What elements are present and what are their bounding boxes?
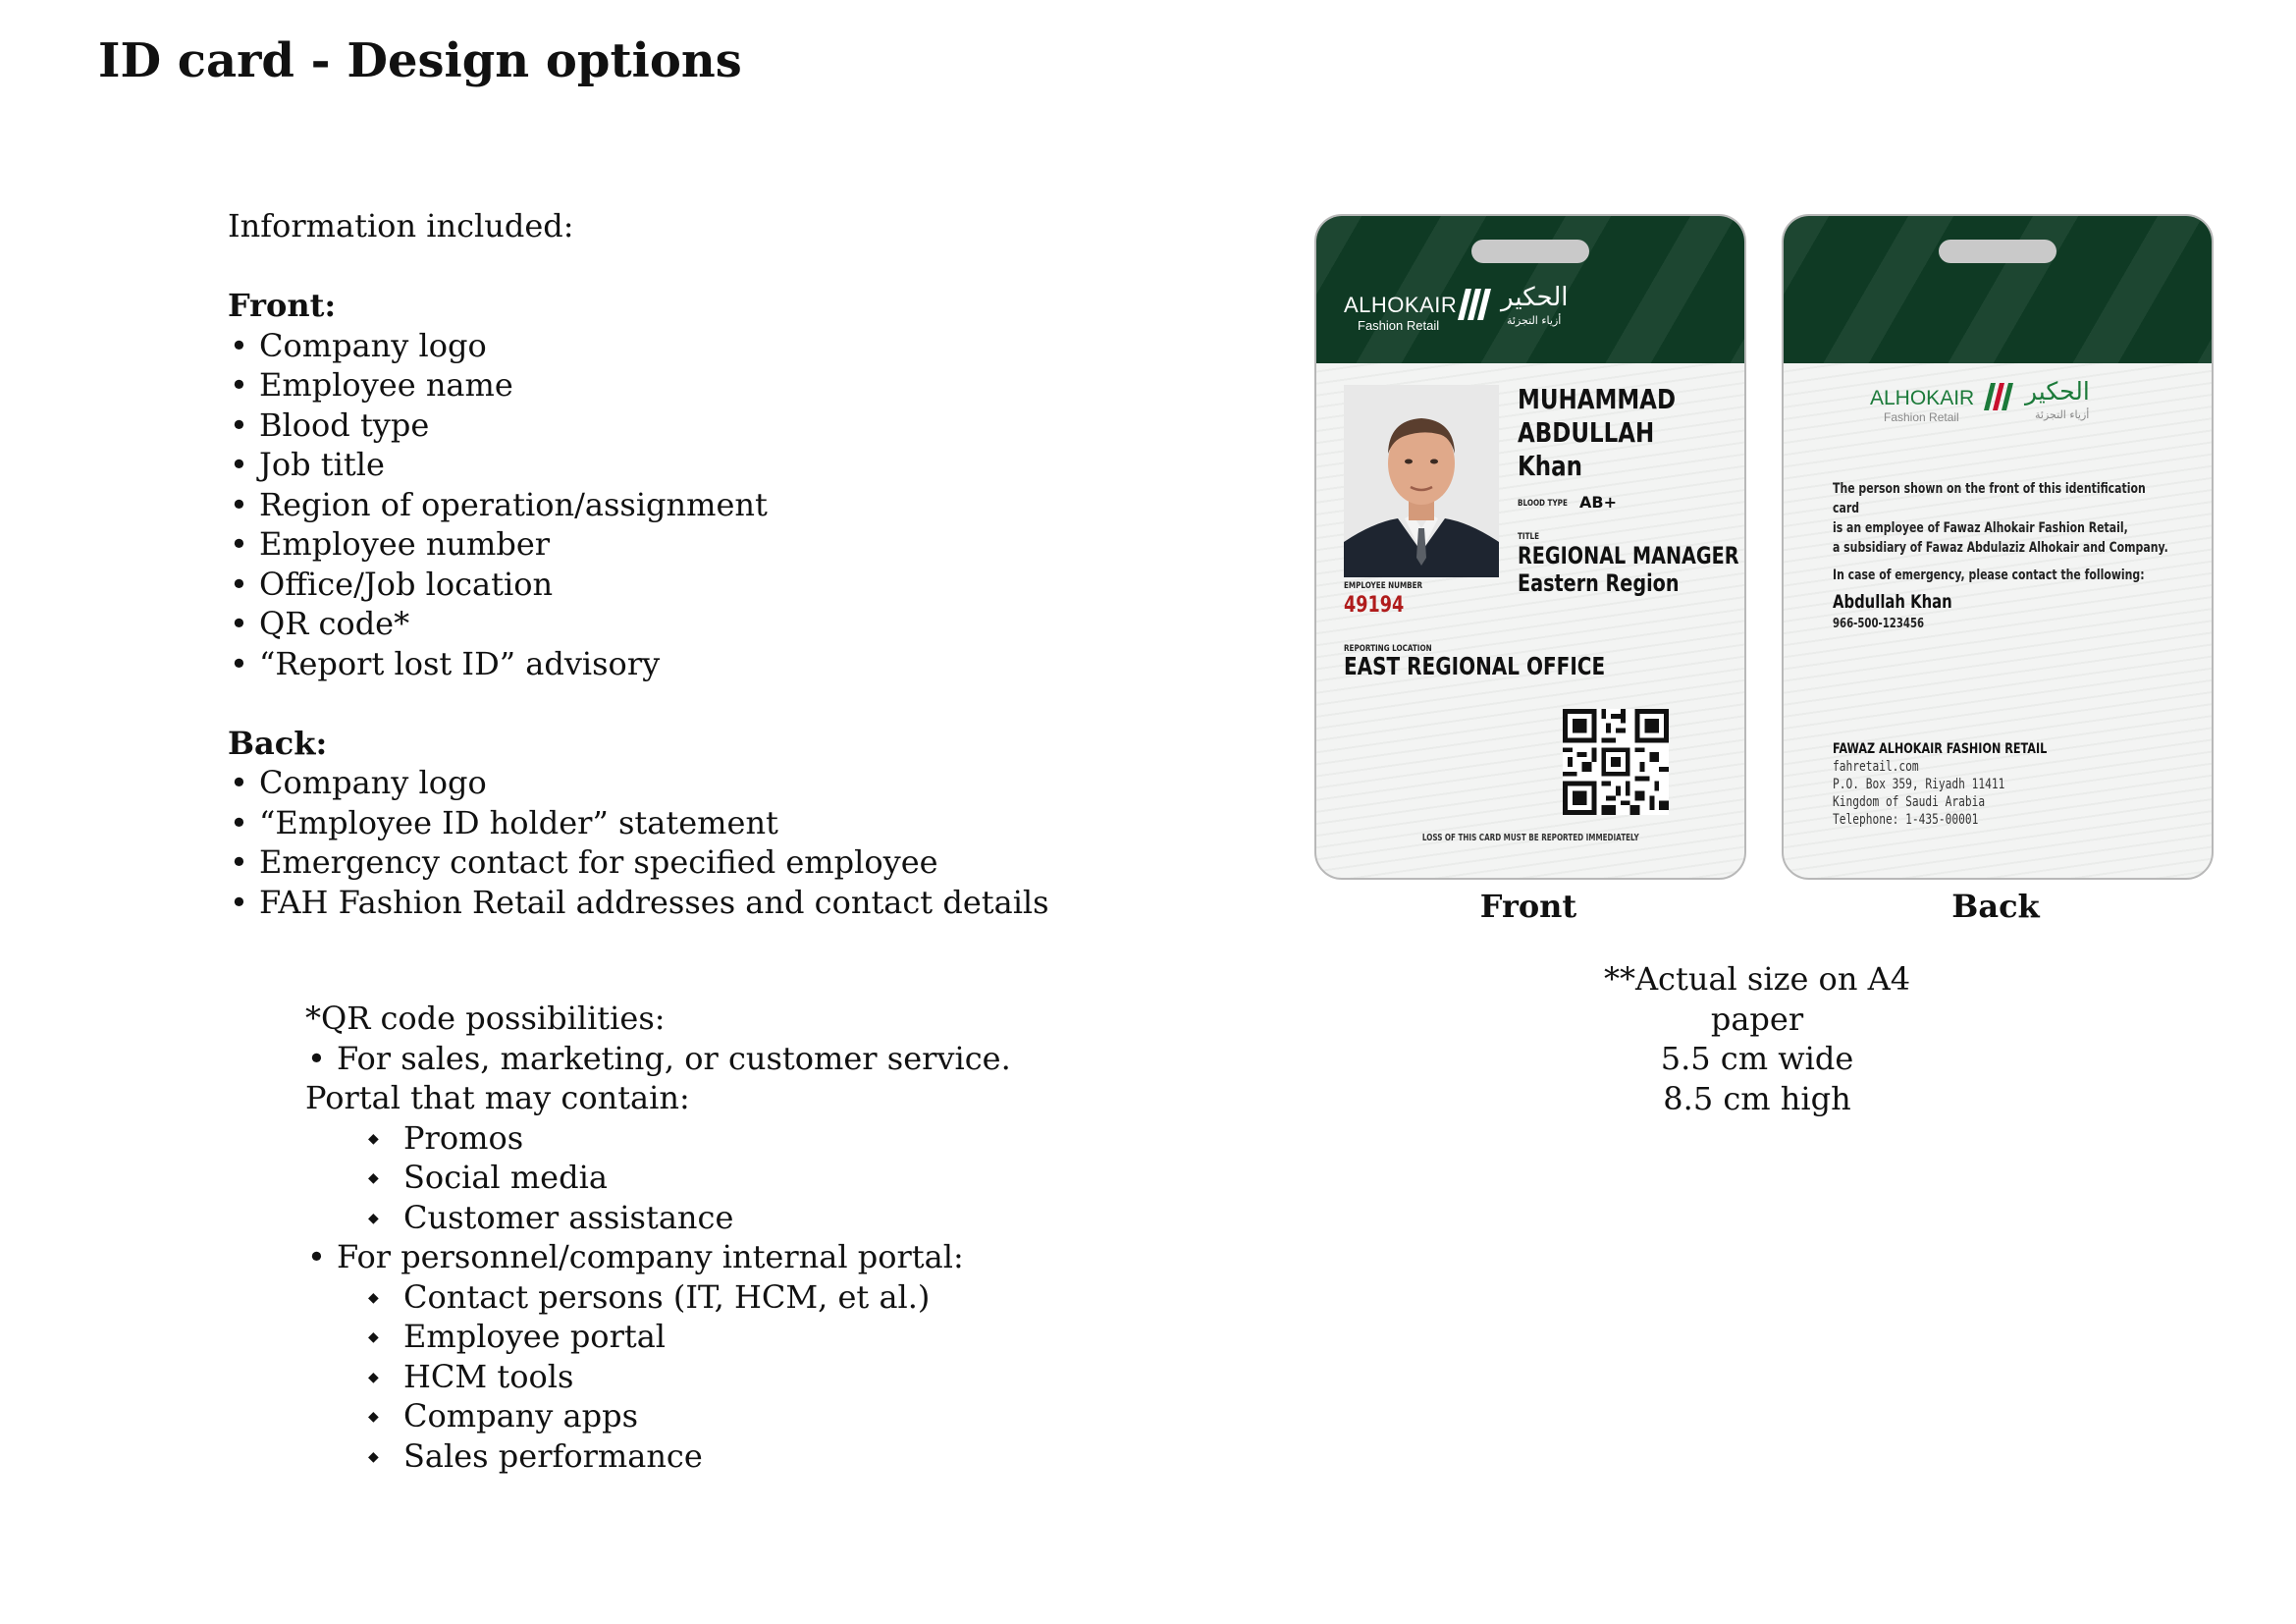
region-value: Eastern Region — [1518, 569, 1680, 597]
emergency-contact-phone: 966-500-123456 — [1833, 617, 1925, 631]
card-header-band — [1784, 216, 2212, 363]
page-title: ID card - Design options — [98, 33, 742, 88]
employee-number-value: 49194 — [1344, 593, 1405, 618]
front-caption: Front — [1479, 888, 1577, 925]
list-item: ◆ Customer assistance — [305, 1198, 1081, 1238]
company-address — [1833, 740, 2047, 829]
logo-arabic: الحكير — [1501, 283, 1569, 312]
list-item: • Region of operation/assignment — [228, 485, 1049, 525]
size-note-height: 8.5 cm high — [1663, 1079, 1851, 1117]
information-section — [228, 206, 1049, 922]
employee-name — [1518, 383, 1676, 483]
list-item: ◆ Contact persons (IT, HCM, et al.) — [305, 1277, 1081, 1318]
list-item: ◆ Company apps — [305, 1396, 1081, 1436]
list-item: • Company logo — [228, 326, 1049, 366]
lanyard-slot — [1471, 240, 1589, 263]
info-intro: Information included: — [228, 207, 574, 244]
logo-subtitle: Fashion Retail — [1884, 410, 1959, 424]
location-label: REPORTING LOCATION — [1344, 644, 1432, 654]
qr-notes-heading: *QR code possibilities: — [305, 1000, 666, 1037]
logo-subtitle: Fashion Retail — [1358, 318, 1440, 333]
employee-photo — [1344, 385, 1499, 577]
back-heading: Back: — [228, 724, 328, 762]
name-line-last: Khan — [1518, 450, 1582, 482]
emergency-label: In case of emergency, please contact the following: — [1833, 568, 2145, 583]
list-item: • FAH Fashion Retail addresses and contact details — [228, 883, 1049, 923]
back-info-list — [228, 763, 1049, 922]
brand-slash-logo-icon — [1458, 289, 1493, 320]
qr-group — [305, 1237, 1081, 1476]
logo-arabic-subtitle: أزياء التجزئة — [1507, 314, 1562, 327]
employee-number-label: EMPLOYEE NUMBER — [1344, 581, 1423, 591]
size-note-width: 5.5 cm wide — [1660, 1040, 1854, 1077]
list-item: • Blood type — [228, 406, 1049, 446]
company-name: FAWAZ ALHOKAIR FASHION RETAIL — [1833, 741, 2048, 757]
statement-line: is an employee of Fawaz Alhokair Fashion Retail, — [1833, 520, 2128, 536]
location-value: EAST REGIONAL OFFICE — [1344, 652, 1606, 680]
company-telephone: Telephone: 1-435-00001 — [1833, 812, 1979, 828]
name-line-middle: ABDULLAH — [1518, 416, 1655, 449]
list-item: • Job title — [228, 445, 1049, 485]
list-item: • Employee name — [228, 365, 1049, 406]
brand-slash-logo-icon — [1984, 383, 2015, 410]
qr-group-list — [305, 1039, 1081, 1477]
name-line-first: MUHAMMAD — [1518, 383, 1677, 415]
size-note-line: **Actual size on A4 paper — [1603, 960, 1911, 1038]
back-caption: Back — [1951, 888, 2040, 925]
emergency-contact-name: Abdullah Khan — [1833, 591, 1952, 613]
list-item: • “Report lost ID” advisory — [228, 644, 1049, 684]
blood-type-label: BLOOD TYPE — [1518, 499, 1568, 509]
report-lost-notice: LOSS OF THIS CARD MUST BE REPORTED IMMEDIATELY — [1421, 833, 1639, 843]
front-heading: Front: — [228, 287, 337, 324]
list-item: • Emergency contact for specified employee — [228, 842, 1049, 883]
qr-sub-list — [305, 1118, 1081, 1238]
qr-sub-list — [305, 1277, 1081, 1477]
list-item: ◆ HCM tools — [305, 1357, 1081, 1397]
company-country: Kingdom of Saudi Arabia — [1833, 794, 1986, 810]
job-title — [1518, 542, 1739, 597]
statement-line: a subsidiary of Fawaz Abdulaziz Alhokair and Company. — [1833, 540, 2168, 556]
id-holder-statement — [1833, 479, 2169, 558]
list-item: • Office/Job location — [228, 565, 1049, 605]
logo-arabic-subtitle: أزياء التجزئة — [2035, 408, 2090, 421]
qr-notes-section — [305, 999, 1081, 1476]
list-item: • Company logo — [228, 763, 1049, 803]
actual-size-note — [1561, 959, 1953, 1118]
logo-wordmark: ALHOKAIR — [1870, 387, 1975, 409]
list-item: • Employee number — [228, 524, 1049, 565]
logo-wordmark: ALHOKAIR — [1344, 293, 1458, 317]
list-item: ◆ Social media — [305, 1158, 1081, 1198]
list-item: ◆ Employee portal — [305, 1317, 1081, 1357]
list-item: • QR code* — [228, 604, 1049, 644]
list-item: • “Employee ID holder” statement — [228, 803, 1049, 843]
title-label: TITLE — [1518, 532, 1540, 542]
qr-code-icon — [1562, 709, 1670, 815]
qr-group-label: For personnel/company internal portal: — [337, 1238, 964, 1275]
front-info-list — [228, 326, 1049, 684]
id-card-back — [1782, 214, 2214, 880]
list-item: ◆ Promos — [305, 1118, 1081, 1159]
qr-group-label: For sales, marketing, or customer service. Portal that may contain: — [305, 1039, 1011, 1116]
id-card-front — [1314, 214, 1746, 880]
job-title-value: REGIONAL MANAGER — [1518, 542, 1739, 569]
qr-group — [305, 1039, 1081, 1238]
lanyard-slot — [1939, 240, 2056, 263]
blood-type-value: AB+ — [1579, 493, 1617, 512]
logo-arabic: الحكير — [2025, 377, 2090, 406]
list-item: ◆ Sales performance — [305, 1436, 1081, 1477]
company-po-box: P.O. Box 359, Riyadh 11411 — [1833, 777, 2005, 792]
statement-line: The person shown on the front of this identification card — [1833, 481, 2146, 516]
company-website: fahretail.com — [1833, 759, 1919, 775]
